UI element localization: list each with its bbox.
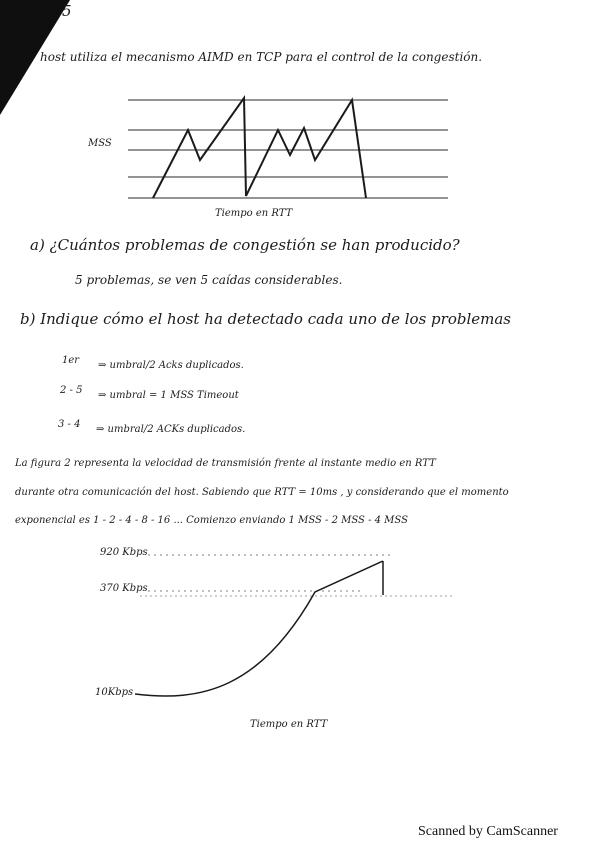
figure2-text-line: La figura 2 representa la velocidad de transmisión frente al instante medio en RTT xyxy=(15,458,436,469)
figure2-text-line: exponencial es 1 - 2 - 4 - 8 - 16 ... Comienzo enviando 1 MSS - 2 MSS - 4 MSS xyxy=(15,515,408,526)
chart2-ytick-label: 10Kbps xyxy=(95,687,134,698)
scanner-footer: Scanned by CamScanner xyxy=(418,824,558,839)
answer-b-text: ⇒ umbral = 1 MSS Timeout xyxy=(98,390,239,401)
chart1-xlabel: Tiempo en RTT xyxy=(215,208,293,219)
chart2-ytick-label: 370 Kbps xyxy=(100,583,148,594)
answer-b-text: ⇒ umbral/2 ACKs duplicados. xyxy=(96,424,246,435)
answer-a: 5 problemas, se ven 5 caídas considerables. xyxy=(75,273,343,287)
answer-b-label: 2 - 5 xyxy=(60,385,83,396)
page-number: 5 xyxy=(62,2,72,20)
transmission-rate-curve xyxy=(135,561,383,696)
figure2-text-line: durante otra comunicación del host. Sabiendo que RTT = 10ms , y considerando que el momento xyxy=(15,487,509,498)
chart2-xlabel: Tiempo en RTT xyxy=(250,719,328,730)
answer-b-label: 1er xyxy=(62,355,80,366)
answer-b-label: 3 - 4 xyxy=(58,419,81,430)
intro-text: host utiliza el mecanismo AIMD en TCP para el control de la congestión. xyxy=(40,50,483,64)
chart1-ylabel: MSS xyxy=(88,138,112,149)
question-a: a) ¿Cuántos problemas de congestión se han producido? xyxy=(30,236,460,254)
chart2-ytick-label: 920 Kbps xyxy=(100,547,148,558)
answer-b-text: ⇒ umbral/2 Acks duplicados. xyxy=(98,360,244,371)
question-b: b) Indique cómo el host ha detectado cada uno de los problemas xyxy=(20,310,511,328)
